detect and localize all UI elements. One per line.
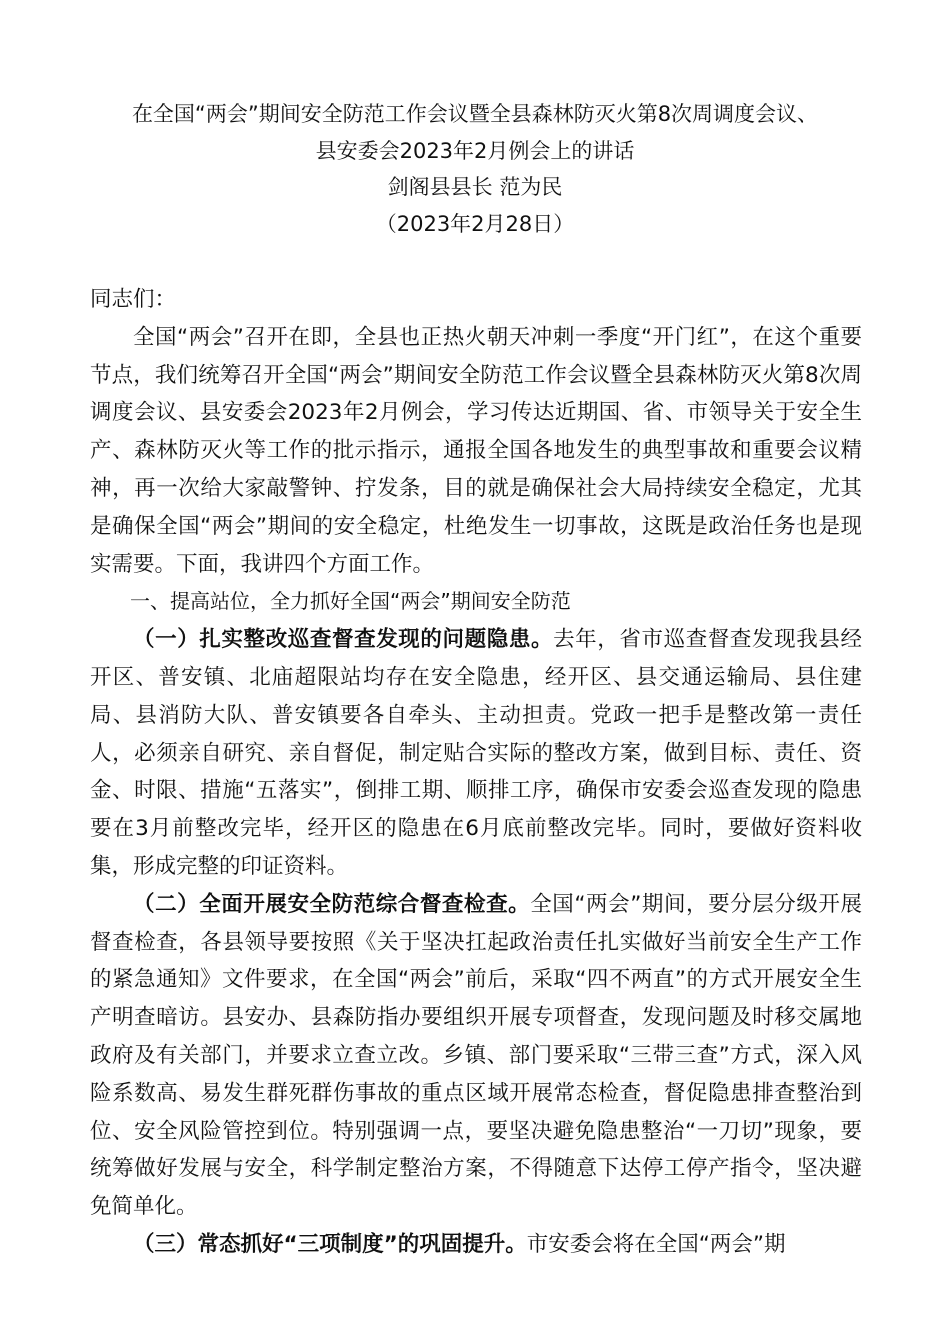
item-lead-1: （一）扎实整改巡查督查发现的问题隐患。 [133, 627, 554, 653]
item-lead-3: （三）常态抓好“三项制度”的巩固提升。 [133, 1231, 527, 1257]
item-text-2: 全国“两会”期间，要分层分级开展督查检查，各县领导要按照《关于坚决扛起政治责任扎实做好当前安全生产工作的紧急通知》文件要求，在全国“两会”前后，采取“四不两直”的方式开展安全生产明查暗访。县安办、县森防指办要组织开展专项督查，发现问题及时移交属地政府及有关部门，并要求立查立改。乡镇、部门要采取“三带三查”方式，深入风险系数高、易发生群死群伤事故的重点区域开展常态检查，督促隐患排查整治到位、安全风险管控到位。特别强调一点，要坚决避免隐患整治“一刀切”现象，要统筹做好发展与安全，科学制定整治方案，不得随意下达停工停产指令，坚决避免简单化。 [90, 891, 862, 1220]
document-body [90, 281, 862, 1264]
speech-date: （2023年2月28日） [375, 211, 575, 236]
document-title-line-1: 在全国“两会”期间安全防范工作会议暨全县森林防灭火第8次周调度会议、 [131, 102, 819, 126]
item-paragraph-1 [90, 621, 862, 886]
item-text-1: 去年，省市巡查督查发现我县经开区、普安镇、北庙超限站均存在安全隐患，经开区、县交通运输局、县住建局、县消防大队、普安镇要各自牵头、主动担责。党政一把手是整改第一责任人，必须亲自研究、亲自督促，制定贴合实际的整改方案，做到目标、责任、资金、时限、措施“五落实”，倒排工期、顺排工序，确保市安委会巡查发现的隐患要在3月前整改完毕，经开区的隐患在6月底前整改完毕。同时，要做好资料收集，形成完整的印证资料。 [90, 627, 862, 879]
intro-paragraph: 全国“两会”召开在即，全县也正热火朝天冲刺一季度“开门红”，在这个重要节点，我们统筹召开全国“两会”期间安全防范工作会议暨全县森林防灭火第8次周调度会议、县安委会2023年2月例会，学习传达近期国、省、市领导关于安全生产、森林防灭火等工作的批示指示，通报全国各地发生的典型事故和重要会议精神，再一次给大家敲警钟、拧发条，目的就是确保社会大局持续安全稳定，尤其是确保全国“两会”期间的安全稳定，杜绝发生一切事故，这既是政治任务也是现实需要。下面，我讲四个方面工作。 [90, 324, 862, 577]
item-lead-2: （二）全面开展安全防范综合督查检查。 [133, 891, 531, 917]
speaker-line: 剑阁县县长 范为民 [387, 175, 563, 199]
salutation: 同志们： [90, 287, 177, 312]
item-paragraph-2 [90, 886, 862, 1226]
item-paragraph-3 [90, 1226, 862, 1264]
document-title-block [60, 96, 890, 242]
section-heading-1: 一、提高站位，全力抓好全国“两会”期间安全防范 [130, 589, 571, 614]
document-title-line-2: 县安委会2023年2月例会上的讲话 [315, 138, 635, 163]
item-text-3: 市安委会将在全国“两会”期 [526, 1231, 786, 1257]
